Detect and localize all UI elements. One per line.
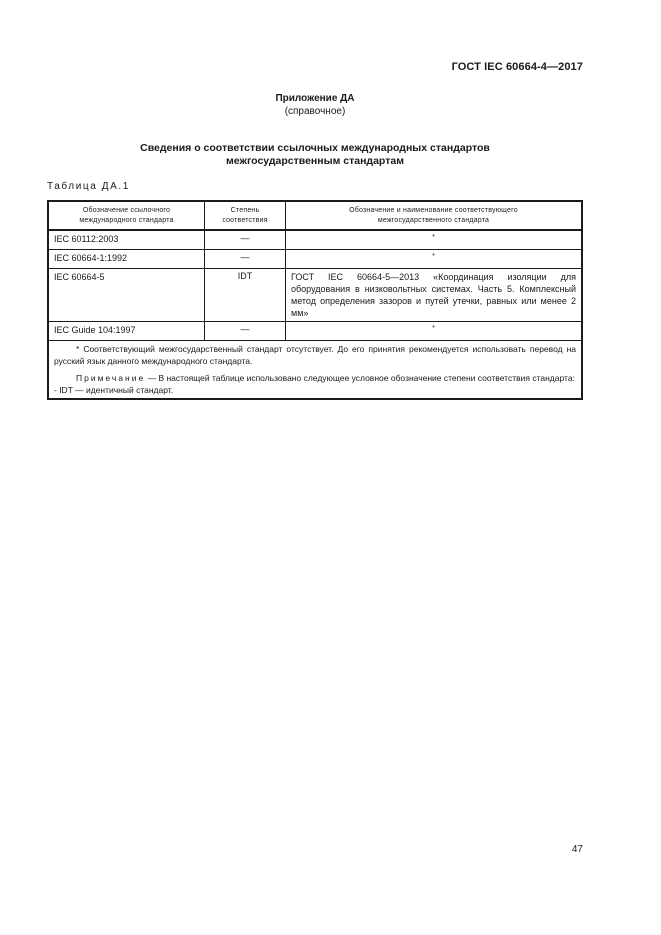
- note-text: — В настоящей таблице использовано следующее условное обозначение степени соответствия стандарта:: [147, 373, 575, 383]
- table-row: [48, 322, 582, 341]
- header-col2-line2: соответствия: [222, 216, 268, 224]
- header-col1-line2: международного стандарта: [79, 216, 174, 224]
- appendix-subtitle: (справочное): [284, 106, 346, 117]
- note: [54, 372, 576, 384]
- header-col2-line1: Степень: [230, 206, 260, 214]
- standards-table: [47, 200, 583, 400]
- header-national-standard: [286, 201, 583, 230]
- table-row: [48, 269, 582, 322]
- cell-national: *: [286, 250, 583, 269]
- footnote: * Соответствующий межгосударственный стандарт отсутствует. До его принятия рекомендуется использовать перевод на русский язык данного международного стандарта.: [54, 344, 576, 366]
- section-title: [0, 142, 630, 168]
- table-notes-row: [48, 341, 582, 400]
- appendix-heading: [0, 92, 630, 118]
- page-number: 47: [571, 844, 583, 855]
- document-header: ГОСТ IEC 60664-4—2017: [451, 61, 583, 73]
- cell-degree: —: [205, 250, 286, 269]
- cell-standard: IEC 60112:2003: [48, 230, 205, 250]
- appendix-title: Приложение ДА: [275, 93, 355, 104]
- cell-standard: IEC 60664-1:1992: [48, 250, 205, 269]
- table-caption: Таблица ДА.1: [47, 181, 130, 192]
- cell-degree: IDT: [205, 269, 286, 322]
- note-item: - IDT — идентичный стандарт.: [54, 385, 174, 395]
- cell-standard: IEC 60664-5: [48, 269, 205, 322]
- section-title-line1: Сведения о соответствии ссылочных международных стандартов: [140, 142, 490, 154]
- cell-national: *: [286, 322, 583, 341]
- header-col3-line1: Обозначение и наименование соответствующего: [349, 206, 518, 214]
- cell-standard: IEC Guide 104:1997: [48, 322, 205, 341]
- section-title-line2: межгосударственным стандартам: [226, 155, 404, 167]
- header-reference-standard: [48, 201, 205, 230]
- cell-national: ГОСТ IEC 60664-5—2013 «Координация изоляции для оборудования в низковольтных системах. Часть 5. Комплексный метод определения зазоров и путей утечки, равных или менее 2 мм»: [286, 269, 583, 322]
- note-label: Примечание: [76, 373, 146, 383]
- table-row: [48, 230, 582, 250]
- header-col1-line1: Обозначение ссылочного: [82, 206, 171, 214]
- table-notes: [48, 341, 582, 400]
- cell-degree: —: [205, 322, 286, 341]
- table-row: [48, 250, 582, 269]
- header-degree: [205, 201, 286, 230]
- cell-degree: —: [205, 230, 286, 250]
- table-header-row: [48, 201, 582, 230]
- cell-national: *: [286, 230, 583, 250]
- header-col3-line2: межгосударственного стандарта: [377, 216, 490, 224]
